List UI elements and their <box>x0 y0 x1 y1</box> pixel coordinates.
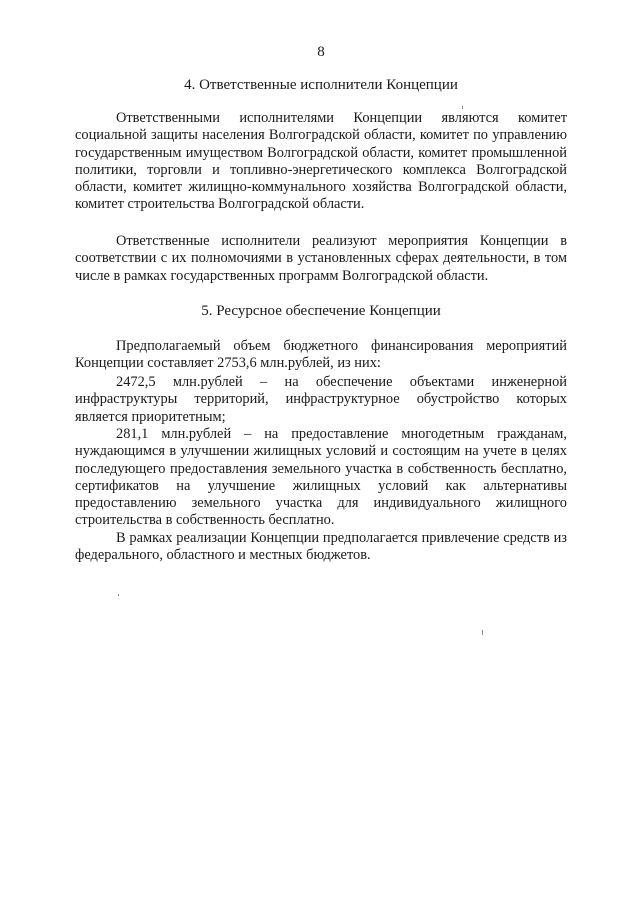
scan-speck <box>482 630 483 635</box>
section-5-heading: 5. Ресурсное обеспечение Концепции <box>201 303 441 319</box>
page-number: 8 <box>317 44 325 60</box>
section-4-paragraph-1: Ответственными исполнителями Концепции являются комитет социальной защиты населения Волгоградской области, комитет по управлению государственным имуществом Волгоградской области, комитет промышленной политики, торговли и топливно-энергетического комплекса Волгоградской области, комитет жилищно-коммунального хозяйства Волгоградской области, комитет строительства Волгоградской области. <box>75 110 567 213</box>
scan-speck <box>118 594 119 596</box>
section-4-heading: 4. Ответственные исполнители Концепции <box>184 77 458 93</box>
section-5-paragraph-1: Предполагаемый объем бюджетного финансирования мероприятий Концепции составляет 2753,6 млн.рублей, из них: <box>75 338 567 372</box>
section-5-paragraph-3: 281,1 млн.рублей – на предоставление многодетным гражданам, нуждающимся в улучшении жилищных условий и состоящим на учете в целях последующего предоставления земельного участка в собственность бесплатно, сертификатов на улучшение жилищных условий как альтернативы предоставлению земельного участка для индивидуального жилищного строительства в собственность бесплатно. <box>75 426 567 529</box>
scan-speck <box>462 106 463 109</box>
section-5-paragraph-4: В рамках реализации Концепции предполагается привлечение средств из федерального, областного и местных бюджетов. <box>75 530 567 564</box>
section-4-paragraph-2: Ответственные исполнители реализуют мероприятия Концепции в соответствии с их полномочиями в установленных сферах деятельности, в том числе в рамках государственных программ Волгоградской области. <box>75 233 567 284</box>
section-5-paragraph-2: 2472,5 млн.рублей – на обеспечение объектами инженерной инфраструктуры территорий, инфраструктурное обустройство которых является приоритетным; <box>75 374 567 425</box>
